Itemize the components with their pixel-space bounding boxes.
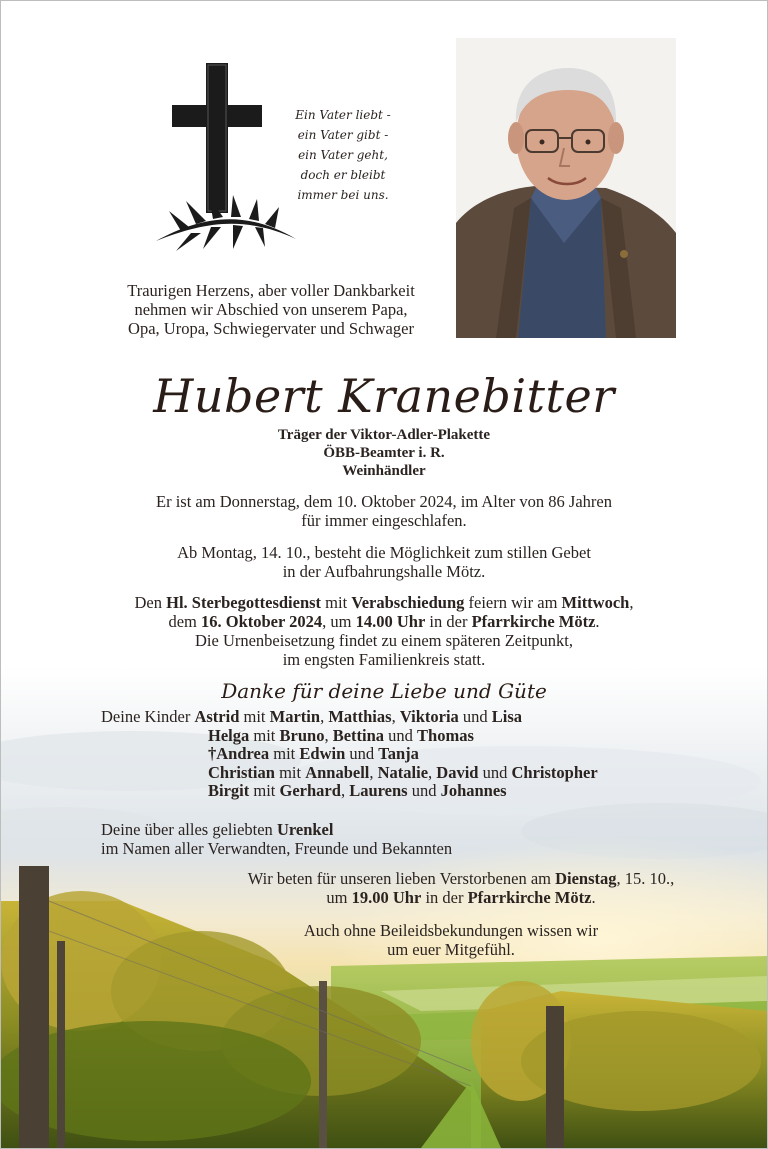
grandchildren-line [101,820,452,839]
prayer-weekday: Dienstag [555,869,617,888]
family-row [101,708,598,727]
death-notice-line: Er ist am Donnerstag, dem 10. Oktober 2024, im Alter von 86 Jahren [156,492,612,511]
quote-line: immer bei uns. [297,188,389,202]
family-name: Matthias [328,707,392,726]
family-name: Martin [269,707,321,726]
family-name: Astrid [194,707,240,726]
text: mit [239,707,270,726]
family-name: †Andrea [208,744,270,763]
text: . [591,888,596,907]
prayer-notice [201,869,721,907]
family-name: Gerhard [279,781,341,800]
family-name: David [436,762,479,782]
death-notice-line: für immer eingeschlafen. [301,511,467,530]
closing-line: Auch ohne Beileidsbekundungen wissen wir [303,921,599,940]
thanks-heading: Danke für deine Liebe und Güte [221,679,547,703]
family-name: Bettina [332,725,385,745]
family-name: Birgit [208,781,250,800]
family-name: Lisa [491,707,523,726]
text: Deine Kinder [101,707,195,726]
prayer-location: Pfarrkirche Mötz [467,888,592,907]
quote-line: ein Vater gibt - [297,128,389,142]
grandchildren-line: im Namen aller Verwandten, Freunde und Bekannten [101,839,453,858]
intro-line: Traurigen Herzens, aber voller Dankbarkeit [127,281,415,300]
text: mit [249,781,280,800]
service-label: Hl. Sterbegottesdienst [166,593,322,612]
text: mit [269,744,300,763]
viewing-notice [41,543,727,581]
quote-text [284,105,402,205]
deceased-name: Hubert Kranebitter [153,369,615,423]
funeral-line: im engsten Familienkreis statt. [282,650,486,669]
text: , 15. 10., [616,869,675,888]
text: in der [421,888,468,907]
text: Den [134,593,167,612]
family-list [101,708,598,801]
text: um [326,888,352,907]
intro-text [61,281,481,338]
cross-icon [151,61,301,253]
funeral-date: 16. Oktober 2024 [200,612,323,631]
quote-line: doch er bleibt [300,168,386,182]
closing-note [241,921,661,959]
funeral-line [41,612,727,631]
funeral-location: Pfarrkirche Mötz [471,612,596,631]
text: und [345,744,379,763]
family-name: Annabell [305,762,370,782]
deceased-titles [1,426,767,480]
family-name: Natalie [377,762,429,782]
text: , um [322,612,356,631]
viewing-line: Ab Montag, 14. 10., besteht die Möglichkeit zum stillen Gebet [177,543,591,562]
text: , [340,781,350,800]
family-row [101,782,598,801]
text: feiern wir am [464,593,562,612]
deceased-portrait-photo [456,38,676,338]
text: , [369,762,378,782]
family-name: Bruno [279,725,325,745]
family-name: Christopher [511,762,598,782]
text: mit [249,725,280,745]
family-name: Johannes [440,781,507,800]
family-row [101,745,598,764]
weekday: Mittwoch [561,593,630,612]
text: , [629,593,634,612]
title-line: ÖBB-Beamter i. R. [323,445,445,461]
viewing-line: in der Aufbahrungshalle Mötz. [282,562,486,581]
grandchildren-text [101,820,452,858]
text: . [595,612,600,631]
great-grandchildren-label: Urenkel [276,820,334,839]
intro-line: nehmen wir Abschied von unserem Papa, [134,300,408,319]
text: mit [274,762,306,782]
intro-line: Opa, Uropa, Schwiegervater und Schwager [128,319,414,338]
death-notice [41,492,727,530]
text: und [384,725,418,745]
family-name: Edwin [299,744,346,763]
prayer-time: 19.00 Uhr [351,888,422,907]
family-name: Helga [208,725,250,745]
text: Wir beten für unseren lieben Verstorbenen am [247,869,556,888]
funeral-line [41,593,727,612]
farewell-label: Verabschiedung [351,593,465,612]
text: Deine über alles geliebten [101,820,277,839]
title-line: Weinhändler [342,463,426,479]
quote-line: ein Vater geht, [298,148,388,162]
text: und [478,762,512,782]
text: , [428,762,437,782]
text: und [407,781,441,800]
closing-line: um euer Mitgefühl. [387,940,515,959]
prayer-line [201,888,721,907]
family-row [101,764,598,783]
quote-line: Ein Vater liebt - [295,108,391,122]
text: und [458,707,492,726]
text: dem [168,612,201,631]
family-name: Tanja [378,744,419,763]
text: , [324,725,333,745]
text: , [391,707,400,726]
family-name: Thomas [417,725,474,745]
prayer-line [201,869,721,888]
title-line: Träger der Viktor-Adler-Plakette [277,427,491,443]
family-row [101,727,598,746]
family-name: Viktoria [399,707,459,726]
text: mit [321,593,352,612]
funeral-notice [41,593,727,669]
funeral-line: Die Urnenbeisetzung findet zu einem späteren Zeitpunkt, [195,631,573,650]
text: , [320,707,329,726]
funeral-time: 14.00 Uhr [355,612,426,631]
family-name: Christian [208,762,275,782]
text: in der [425,612,472,631]
family-name: Laurens [349,781,408,800]
